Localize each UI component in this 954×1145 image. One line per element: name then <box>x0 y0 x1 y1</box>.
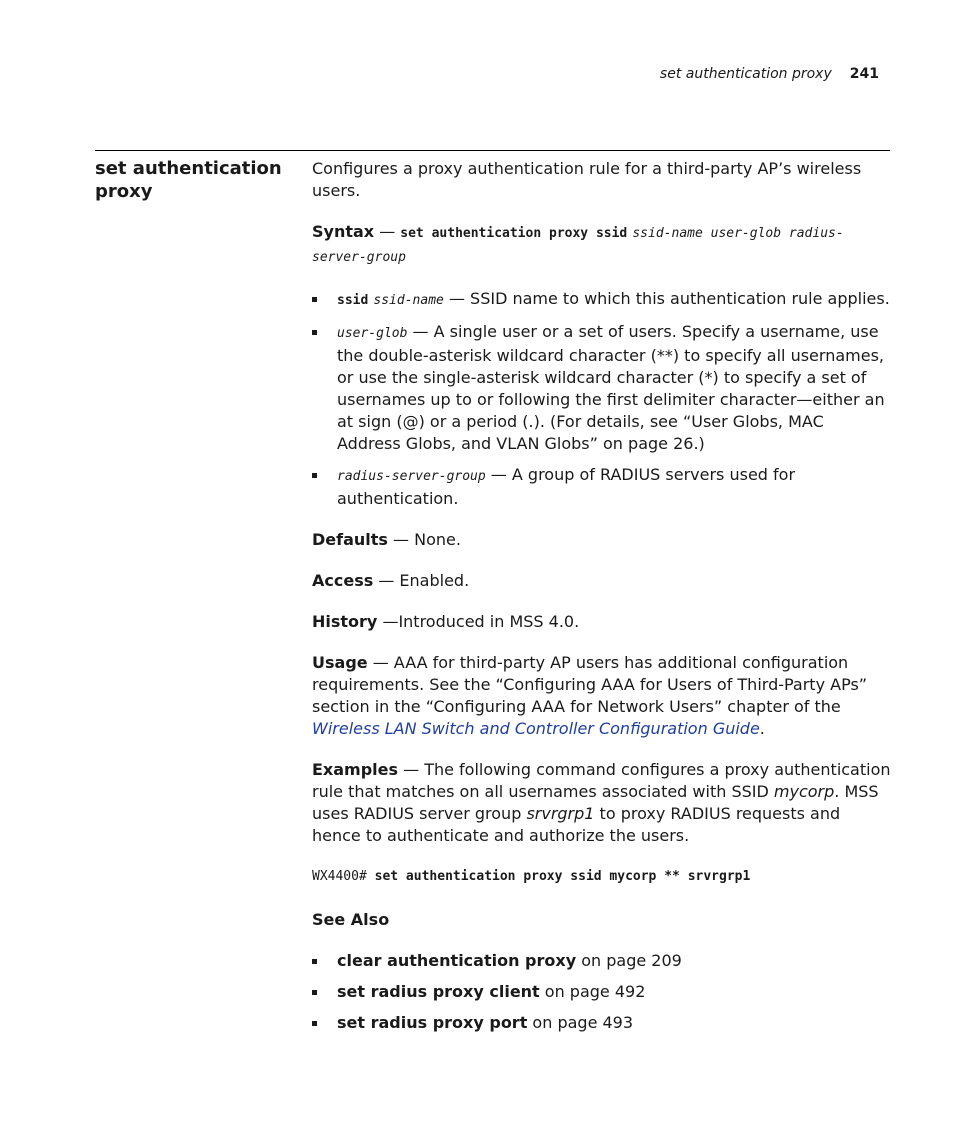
defaults-text: — None. <box>387 530 461 549</box>
access-paragraph <box>312 570 892 592</box>
see-also-link[interactable]: set radius proxy client <box>337 982 540 1001</box>
example-ssid: mycorp <box>773 782 835 801</box>
syntax-separator: — <box>374 222 401 241</box>
see-also-link[interactable]: set radius proxy port <box>337 1013 528 1032</box>
running-header-title: set authentication proxy <box>659 66 832 82</box>
syntax-label: Syntax <box>312 222 375 241</box>
usage-end: . <box>759 719 765 738</box>
examples-label: Examples <box>312 760 399 779</box>
see-also-page: on page 493 <box>527 1013 634 1032</box>
defaults-label: Defaults <box>312 530 388 549</box>
param-name: radius-server-group <box>337 469 486 484</box>
list-item <box>312 981 892 1003</box>
access-label: Access <box>312 571 374 590</box>
examples-text-1: — The following command configures a proxy authentication rule that matches on all usernames associated with SSID <box>312 760 891 801</box>
intro-text: Configures a proxy authentication rule for a third-party AP’s wireless users. <box>312 159 862 200</box>
list-item <box>312 321 892 455</box>
list-item <box>312 1012 892 1034</box>
main-content <box>312 158 892 1053</box>
see-also-heading: See Also <box>312 910 390 929</box>
see-also-page: on page 209 <box>576 951 682 970</box>
usage-paragraph <box>312 652 892 740</box>
history-label: History <box>312 612 378 631</box>
history-text: —Introduced in MSS 4.0. <box>377 612 580 631</box>
command-title: set authentication proxy <box>95 158 282 202</box>
list-item <box>312 288 892 312</box>
usage-text: — AAA for third-party AP users has additional configuration requirements. See the “Configuring AAA for Users of Third-Party APs” section in the “Configuring AAA for Network Users” chapter of the <box>312 653 868 716</box>
list-item <box>312 464 892 510</box>
examples-text-2: . MSS uses RADIUS server group <box>312 782 879 823</box>
running-header <box>660 66 879 82</box>
usage-label: Usage <box>312 653 368 672</box>
code-prompt: WX4400# <box>312 869 375 884</box>
param-description: — A single user or a set of users. Specify a username, use the double-asterisk wildcard character (**) to specify all usernames, or use the single-asterisk wildcard character (*) to specify a set of usernames up to or following the first delimiter character—either an at sign (@) or a period (.). (For details, see “User Globs, MAC Address Globs, and VLAN Globs” on page 26.) <box>337 322 885 453</box>
page-number: 241 <box>849 66 879 82</box>
examples-text-3: to proxy RADIUS requests and hence to authenticate and authorize the users. <box>312 804 841 845</box>
section-rule <box>95 150 890 151</box>
param-description: — A group of RADIUS servers used for authentication. <box>337 465 796 508</box>
syntax-paragraph <box>312 221 892 269</box>
code-command: set authentication proxy ssid mycorp ** srvrgrp1 <box>374 869 751 884</box>
see-also-link[interactable]: clear authentication proxy <box>337 951 577 970</box>
syntax-command: set authentication proxy ssid <box>400 226 628 241</box>
param-name: user-glob <box>337 326 408 341</box>
param-description: — SSID name to which this authentication rule applies. <box>443 289 890 308</box>
param-keyword: ssid <box>337 293 369 308</box>
history-paragraph <box>312 611 892 633</box>
access-text: — Enabled. <box>373 571 470 590</box>
defaults-paragraph <box>312 529 892 551</box>
parameter-list <box>312 288 892 510</box>
param-name: ssid-name <box>373 293 444 308</box>
examples-paragraph <box>312 759 892 847</box>
guide-link[interactable]: Wireless LAN Switch and Controller Configuration Guide <box>312 719 760 738</box>
example-server-group: srvrgrp1 <box>526 804 595 823</box>
list-item <box>312 950 892 972</box>
syntax-arguments: ssid-name user-glob radius-server-group <box>312 226 844 265</box>
see-also-list <box>312 950 892 1034</box>
example-code <box>312 866 892 888</box>
see-also-page: on page 492 <box>539 982 646 1001</box>
